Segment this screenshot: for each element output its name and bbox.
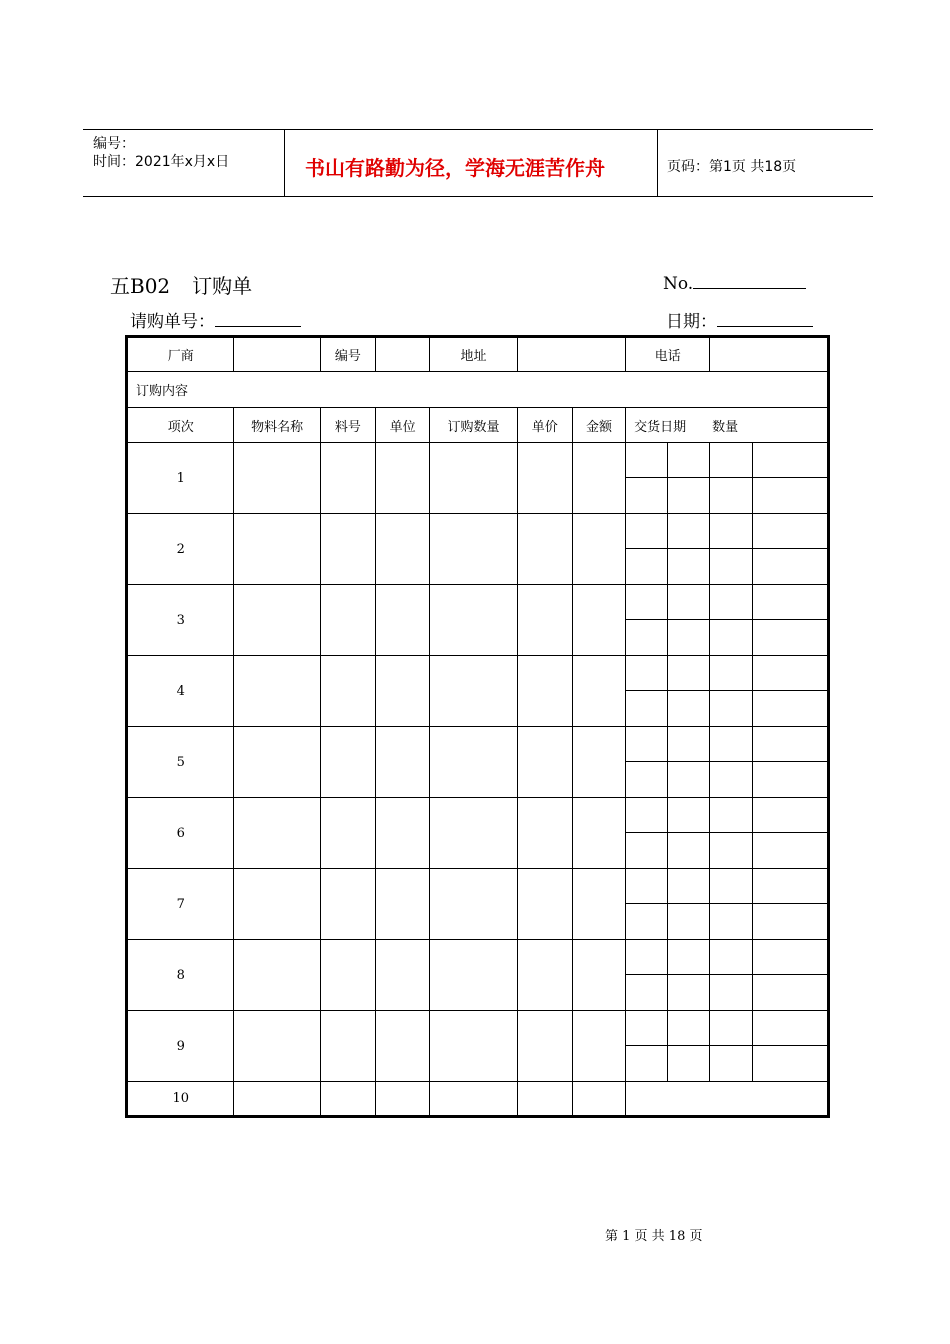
amount-cell[interactable] bbox=[572, 798, 625, 869]
item-number: 8 bbox=[127, 940, 234, 1011]
form-date bbox=[666, 307, 813, 332]
qty-cell[interactable] bbox=[430, 798, 517, 869]
delivery-qty-cell[interactable] bbox=[752, 620, 828, 656]
material-cell[interactable] bbox=[234, 798, 320, 869]
delivery-cell[interactable] bbox=[626, 620, 668, 656]
header-divider-1 bbox=[284, 129, 285, 197]
delivery-qty-cell[interactable] bbox=[752, 975, 828, 1011]
price-cell[interactable] bbox=[517, 798, 572, 869]
header-divider-2 bbox=[657, 129, 658, 197]
delivery-cell[interactable] bbox=[626, 691, 668, 727]
delivery-qty-cell[interactable] bbox=[752, 762, 828, 798]
delivery-qty-cell[interactable] bbox=[752, 904, 828, 940]
delivery-qty-cell[interactable] bbox=[752, 833, 828, 869]
material-cell[interactable] bbox=[234, 727, 320, 798]
delivery-qty-cell[interactable] bbox=[752, 691, 828, 727]
delivery-qty-cell[interactable] bbox=[752, 798, 828, 833]
part-no-cell[interactable] bbox=[320, 585, 375, 656]
delivery-qty-cell[interactable] bbox=[752, 869, 828, 904]
unit-cell[interactable] bbox=[376, 514, 430, 585]
delivery-cell[interactable] bbox=[668, 549, 710, 585]
col-item: 项次 bbox=[127, 408, 234, 443]
part-no-cell[interactable] bbox=[320, 869, 375, 940]
part-no-cell[interactable] bbox=[320, 1082, 375, 1117]
qty-cell[interactable] bbox=[430, 1011, 517, 1082]
col-price: 单价 bbox=[517, 408, 572, 443]
item-number: 2 bbox=[127, 514, 234, 585]
unit-cell[interactable] bbox=[376, 869, 430, 940]
delivery-qty-cell[interactable] bbox=[752, 443, 828, 478]
delivery-cell[interactable] bbox=[710, 727, 752, 762]
delivery-cell[interactable] bbox=[668, 514, 710, 549]
part-no-cell[interactable] bbox=[320, 514, 375, 585]
col-qty: 订购数量 bbox=[430, 408, 517, 443]
item-number: 1 bbox=[127, 443, 234, 514]
delivery-qty-cell[interactable] bbox=[752, 656, 828, 691]
header-number-label: 编号： bbox=[93, 136, 135, 152]
form-name: 订购单 bbox=[192, 274, 253, 298]
col-amount: 金额 bbox=[572, 408, 625, 443]
vendor-number-label: 编号 bbox=[320, 337, 375, 372]
delivery-cell[interactable] bbox=[710, 975, 752, 1011]
item-number: 3 bbox=[127, 585, 234, 656]
delivery-cell[interactable] bbox=[668, 585, 710, 620]
amount-cell[interactable] bbox=[572, 656, 625, 727]
col-delivery bbox=[626, 408, 829, 443]
col-part-no: 料号 bbox=[320, 408, 375, 443]
delivery-cell[interactable] bbox=[668, 904, 710, 940]
delivery-qty-cell[interactable] bbox=[752, 1011, 828, 1046]
amount-cell[interactable] bbox=[572, 443, 625, 514]
qty-cell[interactable] bbox=[430, 869, 517, 940]
header-time-label: 时间：2021年x月x日 bbox=[93, 154, 230, 170]
amount-cell[interactable] bbox=[572, 585, 625, 656]
delivery-cell[interactable] bbox=[668, 762, 710, 798]
delivery-cell[interactable] bbox=[710, 478, 752, 514]
delivery-cell[interactable] bbox=[626, 656, 668, 691]
vendor-value[interactable] bbox=[234, 337, 320, 372]
form-no-field[interactable] bbox=[693, 274, 806, 289]
unit-cell[interactable] bbox=[376, 656, 430, 727]
delivery-cell[interactable] bbox=[626, 514, 668, 549]
delivery-cell[interactable] bbox=[626, 940, 668, 975]
table-row bbox=[127, 443, 829, 478]
delivery-cell[interactable] bbox=[710, 1011, 752, 1046]
form-title bbox=[110, 270, 252, 299]
delivery-qty-cell[interactable] bbox=[752, 585, 828, 620]
delivery-cell[interactable] bbox=[626, 1011, 668, 1046]
price-cell[interactable] bbox=[517, 443, 572, 514]
qty-cell[interactable] bbox=[430, 727, 517, 798]
column-header-row bbox=[127, 408, 829, 443]
amount-cell[interactable] bbox=[572, 1011, 625, 1082]
table-row bbox=[127, 798, 829, 833]
request-no bbox=[130, 307, 301, 332]
delivery-cell[interactable] bbox=[710, 1046, 752, 1082]
item-number: 6 bbox=[127, 798, 234, 869]
table-row bbox=[127, 656, 829, 691]
part-no-cell[interactable] bbox=[320, 656, 375, 727]
unit-cell[interactable] bbox=[376, 1011, 430, 1082]
form-code: 五B02 bbox=[110, 274, 171, 298]
delivery-cell[interactable] bbox=[710, 514, 752, 549]
material-cell[interactable] bbox=[234, 656, 320, 727]
table-row bbox=[127, 514, 829, 549]
delivery-cell[interactable] bbox=[668, 620, 710, 656]
price-cell[interactable] bbox=[517, 869, 572, 940]
form-no-label: No. bbox=[663, 274, 694, 294]
address-value[interactable] bbox=[517, 337, 625, 372]
table-row bbox=[127, 585, 829, 620]
delivery-cell[interactable] bbox=[710, 656, 752, 691]
item-number: 5 bbox=[127, 727, 234, 798]
material-cell[interactable] bbox=[234, 585, 320, 656]
part-no-cell[interactable] bbox=[320, 443, 375, 514]
delivery-cell[interactable] bbox=[626, 833, 668, 869]
delivery-cell[interactable] bbox=[626, 1082, 829, 1117]
material-cell[interactable] bbox=[234, 1082, 320, 1117]
delivery-cell[interactable] bbox=[626, 549, 668, 585]
form-date-field[interactable] bbox=[717, 312, 813, 327]
amount-cell[interactable] bbox=[572, 514, 625, 585]
purchase-order-table bbox=[125, 335, 830, 1118]
delivery-cell[interactable] bbox=[668, 798, 710, 833]
unit-cell[interactable] bbox=[376, 585, 430, 656]
delivery-qty-cell[interactable] bbox=[752, 1046, 828, 1082]
delivery-cell[interactable] bbox=[668, 691, 710, 727]
header-top-rule bbox=[83, 129, 873, 130]
delivery-qty-cell[interactable] bbox=[752, 478, 828, 514]
col-unit: 单位 bbox=[376, 408, 430, 443]
delivery-cell[interactable] bbox=[710, 940, 752, 975]
qty-cell[interactable] bbox=[430, 585, 517, 656]
table-row bbox=[127, 1011, 829, 1046]
delivery-cell[interactable] bbox=[710, 833, 752, 869]
amount-cell[interactable] bbox=[572, 940, 625, 1011]
amount-cell[interactable] bbox=[572, 727, 625, 798]
delivery-cell[interactable] bbox=[710, 869, 752, 904]
delivery-cell[interactable] bbox=[626, 798, 668, 833]
delivery-cell[interactable] bbox=[710, 585, 752, 620]
part-no-cell[interactable] bbox=[320, 1011, 375, 1082]
item-number: 9 bbox=[127, 1011, 234, 1082]
delivery-qty-cell[interactable] bbox=[752, 514, 828, 549]
price-cell[interactable] bbox=[517, 585, 572, 656]
part-no-cell[interactable] bbox=[320, 798, 375, 869]
delivery-cell[interactable] bbox=[668, 940, 710, 975]
price-cell[interactable] bbox=[517, 514, 572, 585]
table-row bbox=[127, 1082, 829, 1117]
delivery-cell[interactable] bbox=[710, 691, 752, 727]
unit-cell[interactable] bbox=[376, 727, 430, 798]
price-cell[interactable] bbox=[517, 940, 572, 1011]
delivery-cell[interactable] bbox=[668, 975, 710, 1011]
request-no-label: 请购单号： bbox=[130, 312, 215, 332]
delivery-cell[interactable] bbox=[668, 727, 710, 762]
delivery-cell[interactable] bbox=[626, 762, 668, 798]
material-cell[interactable] bbox=[234, 940, 320, 1011]
delivery-cell[interactable] bbox=[626, 904, 668, 940]
unit-cell[interactable] bbox=[376, 443, 430, 514]
delivery-cell[interactable] bbox=[710, 762, 752, 798]
delivery-cell[interactable] bbox=[668, 1011, 710, 1046]
address-label: 地址 bbox=[430, 337, 517, 372]
price-cell[interactable] bbox=[517, 1082, 572, 1117]
delivery-cell[interactable] bbox=[626, 1046, 668, 1082]
delivery-cell[interactable] bbox=[626, 585, 668, 620]
delivery-cell[interactable] bbox=[668, 833, 710, 869]
item-number: 7 bbox=[127, 869, 234, 940]
table-row bbox=[127, 869, 829, 904]
col-delivery-date: 交货日期 bbox=[634, 419, 687, 435]
vendor-label: 厂商 bbox=[127, 337, 234, 372]
delivery-cell[interactable] bbox=[668, 478, 710, 514]
delivery-qty-cell[interactable] bbox=[752, 940, 828, 975]
delivery-cell[interactable] bbox=[710, 798, 752, 833]
qty-cell[interactable] bbox=[430, 443, 517, 514]
delivery-cell[interactable] bbox=[668, 443, 710, 478]
delivery-cell[interactable] bbox=[668, 656, 710, 691]
vendor-row bbox=[127, 337, 829, 372]
delivery-cell[interactable] bbox=[626, 478, 668, 514]
unit-cell[interactable] bbox=[376, 1082, 430, 1117]
unit-cell[interactable] bbox=[376, 798, 430, 869]
form-date-label: 日期： bbox=[666, 312, 717, 332]
phone-label: 电话 bbox=[626, 337, 710, 372]
order-content-label: 订购内容 bbox=[127, 372, 829, 408]
material-cell[interactable] bbox=[234, 869, 320, 940]
delivery-cell[interactable] bbox=[626, 727, 668, 762]
delivery-cell[interactable] bbox=[710, 443, 752, 478]
page-footer: 第 1 页 共 18 页 bbox=[605, 1229, 703, 1244]
item-number: 4 bbox=[127, 656, 234, 727]
price-cell[interactable] bbox=[517, 727, 572, 798]
price-cell[interactable] bbox=[517, 1011, 572, 1082]
qty-cell[interactable] bbox=[430, 1082, 517, 1117]
form-no bbox=[663, 274, 806, 294]
table-row bbox=[127, 727, 829, 762]
delivery-cell[interactable] bbox=[626, 869, 668, 904]
qty-cell[interactable] bbox=[430, 514, 517, 585]
delivery-qty-cell[interactable] bbox=[752, 549, 828, 585]
part-no-cell[interactable] bbox=[320, 940, 375, 1011]
amount-cell[interactable] bbox=[572, 1082, 625, 1117]
vendor-number-value[interactable] bbox=[376, 337, 430, 372]
table-row bbox=[127, 940, 829, 975]
delivery-cell[interactable] bbox=[710, 549, 752, 585]
delivery-cell[interactable] bbox=[668, 869, 710, 904]
content-row bbox=[127, 372, 829, 408]
delivery-cell[interactable] bbox=[710, 620, 752, 656]
qty-cell[interactable] bbox=[430, 940, 517, 1011]
delivery-cell[interactable] bbox=[626, 975, 668, 1011]
material-cell[interactable] bbox=[234, 443, 320, 514]
part-no-cell[interactable] bbox=[320, 727, 375, 798]
request-no-field[interactable] bbox=[215, 312, 301, 327]
header-page-info: 页码：第1页 共18页 bbox=[667, 159, 797, 175]
delivery-cell[interactable] bbox=[626, 443, 668, 478]
delivery-qty-cell[interactable] bbox=[752, 727, 828, 762]
unit-cell[interactable] bbox=[376, 940, 430, 1011]
col-material: 物料名称 bbox=[234, 408, 320, 443]
col-delivery-qty: 数量 bbox=[712, 419, 739, 435]
qty-cell[interactable] bbox=[430, 656, 517, 727]
header-bottom-rule bbox=[83, 196, 873, 197]
item-number: 10 bbox=[127, 1082, 234, 1117]
delivery-cell[interactable] bbox=[668, 1046, 710, 1082]
phone-value[interactable] bbox=[710, 337, 829, 372]
header-motto: 书山有路勤为径，学海无涯苦作舟 bbox=[305, 156, 605, 180]
delivery-cell[interactable] bbox=[710, 904, 752, 940]
amount-cell[interactable] bbox=[572, 869, 625, 940]
material-cell[interactable] bbox=[234, 1011, 320, 1082]
material-cell[interactable] bbox=[234, 514, 320, 585]
price-cell[interactable] bbox=[517, 656, 572, 727]
